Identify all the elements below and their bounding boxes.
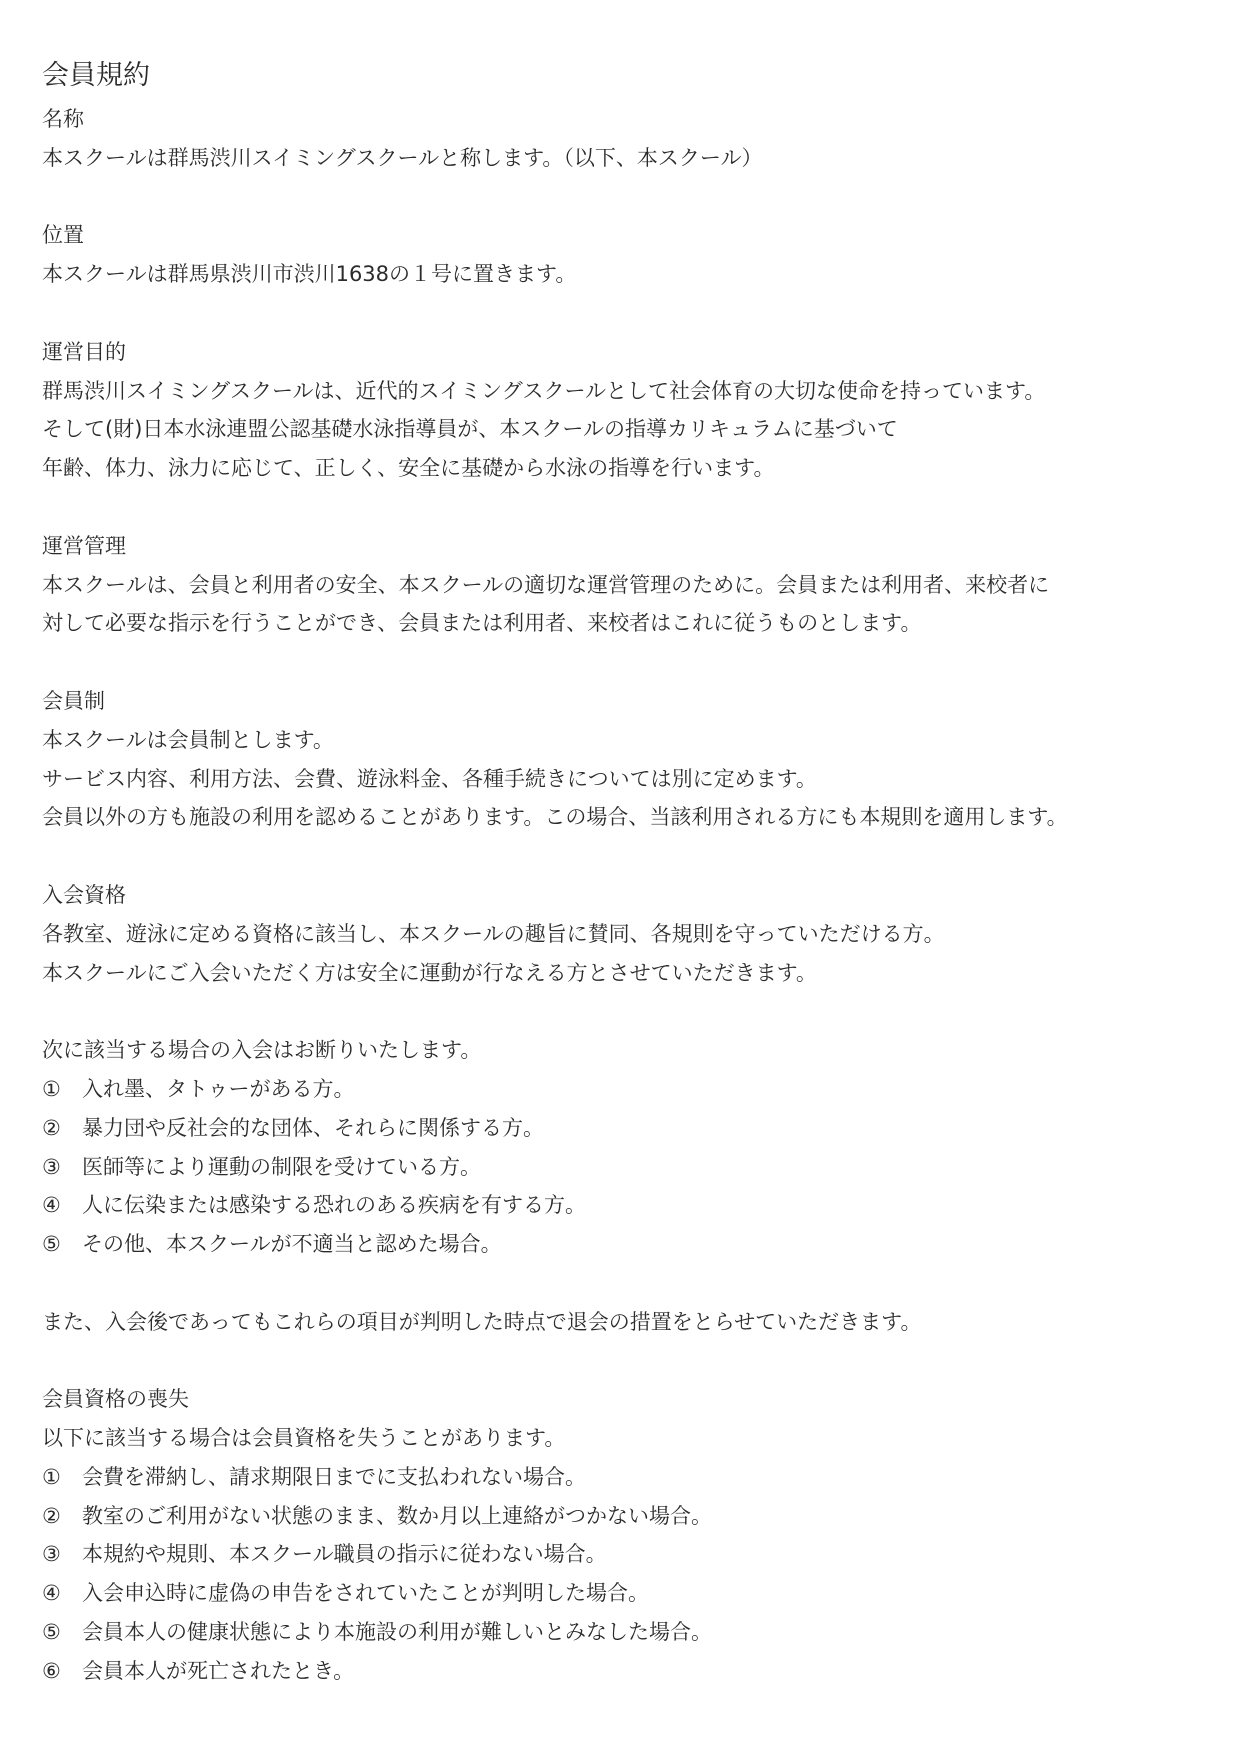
section-text: 各教室、遊泳に定める資格に該当し、本スクールの趣旨に賛同、各規則を守っていただける方。: [42, 921, 945, 946]
list-number: ③: [42, 1154, 61, 1179]
list-item: [42, 1225, 1200, 1264]
list-item: [42, 1613, 1200, 1652]
loss-intro: 以下に該当する場合は会員資格を失うことがあります。: [42, 1426, 566, 1451]
list-text: 暴力団や反社会的な団体、それらに関係する方。: [82, 1115, 544, 1140]
list-text: 教室のご利用がない状態のまま、数か月以上連絡がつかない場合。: [82, 1503, 712, 1528]
list-text: 会費を滞納し、請求期限日までに支払われない場合。: [82, 1464, 586, 1489]
section-text: そして(財)日本水泳連盟公認基礎水泳指導員が、本スクールの指導カリキュラムに基づいて: [42, 417, 898, 442]
spacer: [42, 1342, 1200, 1381]
spacer: [42, 488, 1200, 527]
section-text: 対して必要な指示を行うことができ、会員または利用者、来校者はこれに従うものとします。: [42, 611, 922, 636]
list-text: 会員本人の健康状態により本施設の利用が難しいとみなした場合。: [82, 1620, 712, 1645]
spacer: [42, 178, 1200, 217]
section-heading-name: 名称: [42, 107, 84, 131]
list-number: ⑥: [42, 1658, 61, 1683]
list-text: その他、本スクールが不適当と認めた場合。: [82, 1232, 502, 1257]
list-text: 医師等により運動の制限を受けている方。: [82, 1154, 481, 1179]
spacer: [42, 992, 1200, 1031]
section-heading-location: 位置: [42, 223, 84, 248]
section-text: 本スクールは、会員と利用者の安全、本スクールの適切な運営管理のために。会員または利用者、来校者に: [42, 572, 1050, 597]
list-number: ④: [42, 1193, 61, 1218]
section-heading-loss: 会員資格の喪失: [42, 1387, 189, 1412]
list-item: [42, 1458, 1200, 1497]
list-text: 本規約や規則、本スクール職員の指示に従わない場合。: [82, 1542, 607, 1567]
list-item: [42, 1652, 1200, 1691]
section-heading-management: 運営管理: [42, 533, 126, 558]
refusal-intro: 次に該当する場合の入会はお断りいたします。: [42, 1038, 482, 1063]
list-number: ②: [42, 1503, 61, 1528]
list-number: ①: [42, 1464, 61, 1489]
section-heading-eligibility: 入会資格: [42, 882, 126, 907]
spacer: [42, 1264, 1200, 1303]
section-text: 本スクールは群馬県渋川市渋川1638の１号に置きます。: [42, 262, 577, 287]
section-text: 本スクールにご入会いただく方は安全に運動が行なえる方とさせていただきます。: [42, 960, 817, 985]
list-item: [42, 1186, 1200, 1225]
section-text: 年齢、体力、泳力に応じて、正しく、安全に基礎から水泳の指導を行います。: [42, 456, 775, 481]
section-text: 本スクールは会員制とします。: [42, 727, 334, 752]
section-heading-membership: 会員制: [42, 688, 105, 713]
list-item: [42, 1070, 1200, 1109]
list-item: [42, 1497, 1200, 1536]
section-heading-purpose: 運営目的: [42, 339, 126, 364]
section-text: 群馬渋川スイミングスクールは、近代的スイミングスクールとして社会体育の大切な使命を持っています。: [42, 378, 1046, 403]
document-title: 会員規約: [42, 60, 150, 91]
list-item: [42, 1574, 1200, 1613]
spacer: [42, 837, 1200, 876]
document-page: [42, 58, 1200, 1691]
section-text: 会員以外の方も施設の利用を認めることがあります。この場合、当該利用される方にも本規則を適用します。: [42, 805, 1068, 830]
list-number: ⑤: [42, 1620, 61, 1645]
list-text: 入れ墨、タトゥーがある方。: [82, 1076, 355, 1101]
list-number: ①: [42, 1076, 61, 1101]
list-number: ④: [42, 1581, 61, 1606]
section-text: サービス内容、利用方法、会費、遊泳料金、各種手続きについては別に定めます。: [42, 766, 817, 791]
list-number: ③: [42, 1542, 61, 1567]
list-number: ②: [42, 1115, 61, 1140]
list-item: [42, 1535, 1200, 1574]
eligibility-note: また、入会後であってもこれらの項目が判明した時点で退会の措置をとらせていただきます。: [42, 1309, 922, 1334]
spacer: [42, 294, 1200, 333]
section-text: 本スクールは群馬渋川スイミングスクールと称します。（以下、本スクール）: [42, 145, 763, 170]
list-text: 人に伝染または感染する恐れのある疾病を有する方。: [82, 1193, 586, 1218]
list-number: ⑤: [42, 1232, 61, 1257]
list-text: 会員本人が死亡されたとき。: [82, 1658, 355, 1683]
spacer: [42, 643, 1200, 682]
list-text: 入会申込時に虚偽の申告をされていたことが判明した場合。: [82, 1581, 649, 1606]
list-item: [42, 1109, 1200, 1148]
list-item: [42, 1148, 1200, 1187]
